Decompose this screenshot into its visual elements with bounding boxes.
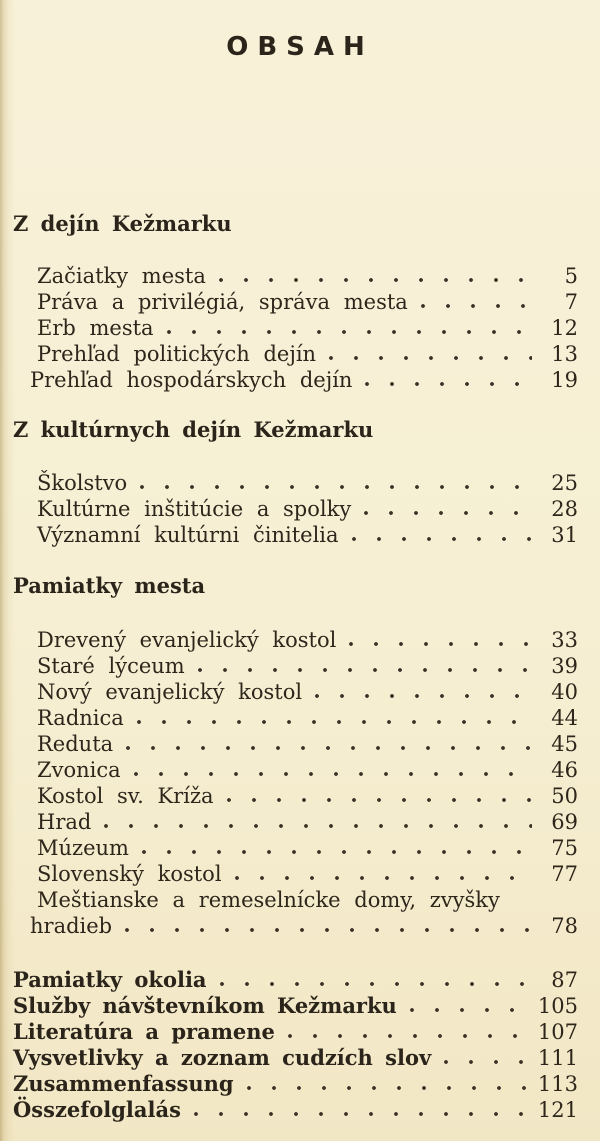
toc-entry bbox=[13, 315, 578, 341]
page-number: 107 bbox=[537, 1020, 578, 1044]
dot-leader bbox=[140, 485, 532, 489]
page-number: 28 bbox=[551, 497, 578, 521]
toc-entry bbox=[13, 757, 578, 783]
page-title: OBSAH bbox=[226, 32, 374, 62]
entry-title: Erb mesta bbox=[37, 316, 154, 340]
dot-leader bbox=[125, 928, 532, 932]
entry-title: Slovenský kostol bbox=[37, 862, 222, 886]
section-heading: Pamiatky mesta bbox=[13, 573, 206, 598]
section-entries bbox=[13, 263, 578, 393]
page-number: 33 bbox=[551, 628, 578, 652]
dot-leader bbox=[142, 850, 532, 854]
section-entries bbox=[13, 627, 578, 939]
toc-entry bbox=[13, 367, 578, 393]
dot-leader bbox=[126, 746, 532, 750]
toc-entry bbox=[13, 913, 578, 939]
entry-title: Nový evanjelický kostol bbox=[37, 680, 303, 704]
page-number: 121 bbox=[537, 1098, 578, 1122]
page-number: 87 bbox=[551, 968, 578, 992]
page-number: 44 bbox=[551, 706, 578, 730]
dot-leader bbox=[134, 772, 532, 776]
dot-leader bbox=[288, 1034, 528, 1038]
toc-entry bbox=[13, 887, 578, 913]
page-number: 46 bbox=[551, 758, 578, 782]
page-number: 50 bbox=[551, 784, 578, 808]
page-number: 111 bbox=[537, 1046, 578, 1070]
entry-title: Staré lýceum bbox=[37, 654, 185, 678]
dot-leader bbox=[315, 694, 532, 698]
toc-entry bbox=[13, 470, 578, 496]
dot-leader bbox=[227, 798, 532, 802]
summary-entries bbox=[13, 967, 578, 1123]
toc-entry bbox=[13, 679, 578, 705]
entry-title: Zusammenfassung bbox=[13, 1071, 234, 1096]
page-number: 7 bbox=[564, 290, 578, 314]
entry-title: Vysvetlivky a zoznam cudzích slov bbox=[13, 1045, 432, 1070]
section-heading: Z kultúrnych dejín Kežmarku bbox=[13, 417, 374, 442]
page-number: 19 bbox=[551, 368, 578, 392]
toc-entry bbox=[13, 1071, 578, 1097]
dot-leader bbox=[444, 1060, 528, 1064]
entry-title: Významní kultúrni činitelia bbox=[37, 523, 339, 547]
dot-leader bbox=[137, 720, 532, 724]
page-number: 40 bbox=[551, 680, 578, 704]
page-number: 12 bbox=[551, 316, 578, 340]
dot-leader bbox=[198, 668, 532, 672]
page-number: 75 bbox=[551, 836, 578, 860]
entry-title: Kostol sv. Kríža bbox=[37, 784, 214, 808]
toc-entry bbox=[13, 835, 578, 861]
page-number: 13 bbox=[551, 342, 578, 366]
toc-entry bbox=[13, 993, 578, 1019]
toc-entry bbox=[13, 783, 578, 809]
toc-entry bbox=[13, 1045, 578, 1071]
section-entries bbox=[13, 470, 578, 548]
page-number: 113 bbox=[537, 1072, 578, 1096]
entry-title: Služby návštevníkom Kežmarku bbox=[13, 993, 397, 1018]
dot-leader bbox=[349, 642, 532, 646]
page-number: 5 bbox=[564, 264, 578, 288]
page-number: 31 bbox=[551, 523, 578, 547]
entry-title: Prehľad hospodárskych dejín bbox=[30, 368, 353, 392]
entry-title: Literatúra a pramene bbox=[13, 1019, 275, 1044]
section-heading: Z dejín Kežmarku bbox=[13, 211, 232, 236]
dot-leader bbox=[364, 511, 532, 515]
page-number: 77 bbox=[551, 862, 578, 886]
entry-title: Kultúrne inštitúcie a spolky bbox=[37, 497, 352, 521]
dot-leader bbox=[219, 278, 532, 282]
entry-title: Múzeum bbox=[37, 836, 129, 860]
page-number: 25 bbox=[551, 471, 578, 495]
dot-leader bbox=[352, 537, 532, 541]
entry-title: Školstvo bbox=[37, 471, 128, 495]
dot-leader bbox=[421, 304, 532, 308]
entry-title: Reduta bbox=[37, 732, 114, 756]
dot-leader bbox=[194, 1112, 528, 1116]
page-number: 45 bbox=[551, 732, 578, 756]
toc-entry bbox=[13, 1097, 578, 1123]
entry-title: Meštianske a remeselnícke domy, zvyšky bbox=[37, 888, 500, 912]
toc-entry bbox=[13, 522, 578, 548]
toc-entry bbox=[13, 627, 578, 653]
entry-title: Összefolglalás bbox=[13, 1097, 181, 1122]
page-number: 105 bbox=[537, 994, 578, 1018]
dot-leader bbox=[235, 876, 532, 880]
entry-title: Pamiatky okolia bbox=[13, 967, 207, 992]
entry-title: Hrad bbox=[37, 810, 92, 834]
toc-entry bbox=[13, 263, 578, 289]
dot-leader bbox=[365, 382, 532, 386]
entry-title: Drevený evanjelický kostol bbox=[37, 628, 337, 652]
entry-title: hradieb bbox=[30, 914, 113, 938]
dot-leader bbox=[220, 982, 532, 986]
entry-title: Radnica bbox=[37, 706, 124, 730]
entry-title: Prehľad politických dejín bbox=[37, 342, 317, 366]
page-number: 78 bbox=[551, 914, 578, 938]
dot-leader bbox=[410, 1008, 528, 1012]
toc-entry bbox=[13, 496, 578, 522]
page-number: 39 bbox=[551, 654, 578, 678]
toc-entry bbox=[13, 861, 578, 887]
toc-entry bbox=[13, 653, 578, 679]
dot-leader bbox=[247, 1086, 528, 1090]
entry-title: Zvonica bbox=[37, 758, 121, 782]
toc-entry bbox=[13, 341, 578, 367]
toc-entry bbox=[13, 705, 578, 731]
toc-entry bbox=[13, 967, 578, 993]
dot-leader bbox=[167, 330, 532, 334]
toc-entry bbox=[13, 289, 578, 315]
page-number: 69 bbox=[551, 810, 578, 834]
dot-leader bbox=[329, 356, 532, 360]
toc-entry bbox=[13, 731, 578, 757]
toc-entry bbox=[13, 809, 578, 835]
dot-leader bbox=[104, 824, 532, 828]
entry-title: Začiatky mesta bbox=[37, 264, 206, 288]
toc-entry bbox=[13, 1019, 578, 1045]
entry-title: Práva a privilégiá, správa mesta bbox=[37, 290, 408, 314]
